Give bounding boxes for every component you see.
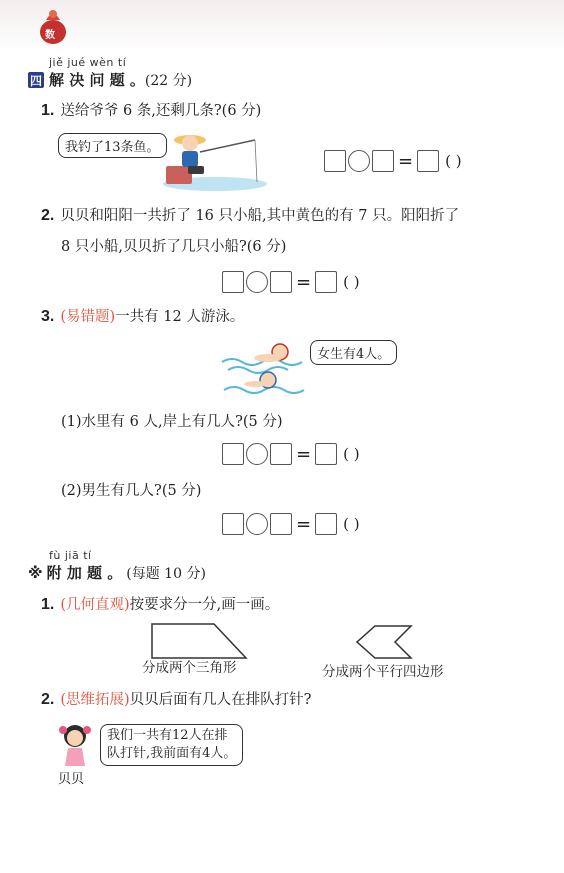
answer-box[interactable] — [324, 150, 346, 172]
beibei-name: 贝贝 — [58, 772, 85, 787]
unit-paren[interactable]: ( ) — [343, 515, 360, 533]
question-3-sub1: (1)水里有 6 人,岸上有几人?(5 分) — [61, 414, 283, 430]
label-two-triangles: 分成两个三角形 — [142, 660, 237, 676]
question-3-sub2: (2)男生有几人?(5 分) — [61, 483, 202, 499]
extra-mark: ※ — [28, 564, 43, 582]
extra-title: 附 加 题 。 — [46, 564, 123, 582]
answer-box[interactable] — [222, 443, 244, 465]
q3-speech-bubble: 女生有4人。 — [310, 340, 397, 365]
q1-equation — [324, 150, 462, 172]
subject-logo — [38, 6, 68, 46]
answer-box[interactable] — [372, 150, 394, 172]
question-3-number: 3. — [41, 308, 55, 325]
fishing-boy-illustration — [160, 126, 270, 192]
question-3 — [41, 307, 244, 327]
swimmers-illustration — [220, 336, 310, 400]
q2-equation — [222, 271, 360, 293]
equals-sign: = — [398, 150, 414, 172]
question-1 — [41, 101, 261, 121]
section4-title: 解 决 问 题 。 — [49, 71, 145, 89]
operator-circle[interactable] — [246, 443, 268, 465]
extra-question-2-text: 贝贝后面有几人在排队打针? — [129, 692, 312, 708]
answer-box[interactable] — [222, 271, 244, 293]
answer-box[interactable] — [417, 150, 439, 172]
question-3-text: 一共有 12 人游泳。 — [115, 309, 245, 325]
operator-circle[interactable] — [246, 513, 268, 535]
answer-box[interactable] — [222, 513, 244, 535]
extra-question-1-number: 1. — [41, 596, 55, 613]
label-two-parallelograms: 分成两个平行四边形 — [322, 664, 444, 680]
header-band — [0, 0, 564, 52]
bubble-line-2: 队打针,我前面有4人。 — [107, 746, 237, 761]
q-extra2-speech-bubble — [100, 724, 243, 766]
extra-question-2-number: 2. — [41, 691, 55, 708]
answer-box[interactable] — [315, 443, 337, 465]
section4-heading — [49, 69, 192, 90]
question-2 — [41, 206, 459, 226]
question-3-tag: (易错题) — [60, 309, 116, 325]
operator-circle[interactable] — [246, 271, 268, 293]
section4-score: (22 分) — [144, 73, 193, 89]
answer-box[interactable] — [315, 271, 337, 293]
extra-question-2-body — [60, 690, 311, 710]
extra-question-1-body — [60, 595, 279, 615]
extra-score: (每题 10 分) — [126, 566, 206, 582]
girl-beibei-illustration — [56, 722, 94, 768]
equals-sign: = — [296, 443, 312, 465]
answer-box[interactable] — [270, 513, 292, 535]
equals-sign: = — [296, 271, 312, 293]
arrow-shape[interactable] — [355, 624, 413, 660]
trapezoid-shape[interactable] — [150, 622, 250, 660]
q3-1-equation — [222, 443, 360, 465]
extra-question-1-text: 按要求分一分,画一画。 — [129, 597, 280, 613]
question-1-number: 1. — [41, 102, 55, 119]
unit-paren[interactable]: ( ) — [445, 152, 462, 170]
operator-circle[interactable] — [348, 150, 370, 172]
question-1-text: 送给爷爷 6 条,还剩几条?(6 分) — [60, 103, 262, 119]
question-2-line2: 8 只小船,贝贝折了几只小船?(6 分) — [61, 239, 287, 255]
question-2-line1: 贝贝和阳阳一共折了 16 只小船,其中黄色的有 7 只。阳阳折了 — [60, 208, 460, 224]
section4-pinyin: jiě jué wèn tí — [49, 56, 127, 69]
extra-question-1-tag: (几何直观) — [60, 597, 130, 613]
bubble-line-1: 我们一共有12人在排 — [107, 728, 228, 743]
answer-box[interactable] — [270, 443, 292, 465]
q1-speech-bubble: 我钓了13条鱼。 — [58, 133, 167, 158]
extra-question-1 — [41, 595, 279, 615]
extra-pinyin: fù jiā tí — [49, 549, 92, 562]
extra-question-2-tag: (思维拓展) — [60, 692, 130, 708]
unit-paren[interactable]: ( ) — [343, 273, 360, 291]
question-3-body — [60, 307, 244, 327]
answer-box[interactable] — [270, 271, 292, 293]
q3-2-equation — [222, 513, 360, 535]
subject-logo-text: 数 — [45, 30, 55, 41]
section4-badge: 四 — [29, 73, 42, 88]
extra-heading — [28, 562, 206, 583]
question-2-number: 2. — [41, 207, 55, 224]
equals-sign: = — [296, 513, 312, 535]
answer-box[interactable] — [315, 513, 337, 535]
extra-question-2 — [41, 690, 311, 710]
unit-paren[interactable]: ( ) — [343, 445, 360, 463]
